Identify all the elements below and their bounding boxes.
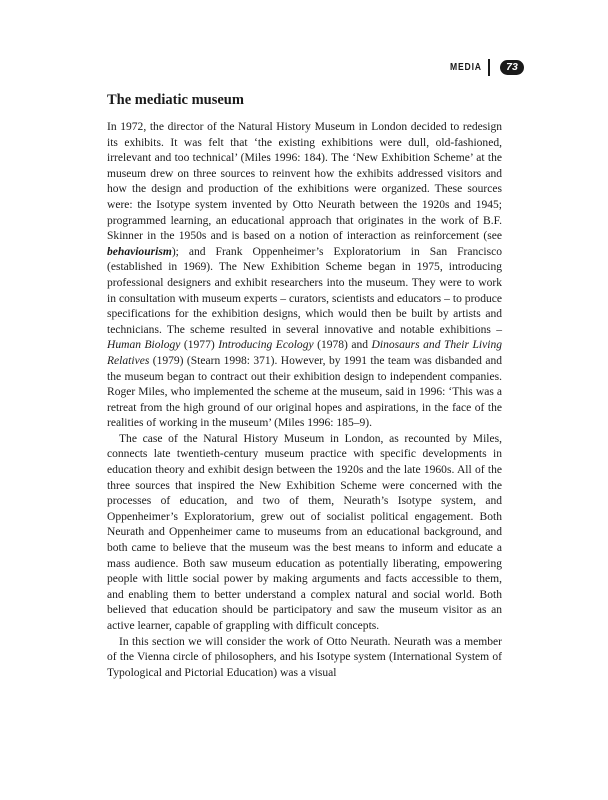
text-run: In 1972, the director of the Natural History Museum in London decided to redesign its exhibits. It was felt that ‘the existing exhibitions were dull, old-fashioned, irrelevant and too technical’ (Miles 1996: 184). The ‘New Exhibition Scheme’ at the museum drew on three sources to reinvent how the exhibits addressed visitors and how the design and production of the exhibitions were organized. These sources were: the Isotype system invented by Otto Neurath between the 1920s and 1945; programmed learning, an educational approach that originates in the work of B.F. Skinner in the 1950s and is based on a notion of interaction as reinforcement (see: [107, 121, 502, 243]
emphasis-text: Dinosaurs and Their Living Relatives: [107, 339, 502, 367]
page-number: 73: [500, 60, 524, 75]
running-head-section: MEDIA: [450, 61, 482, 73]
text-run: In this section we will consider the work of Otto Neurath. Neurath was a member of the Vienna circle of philosophers, and his Isotype system (International System of Typological and Pictorial Education) was a visual: [107, 635, 502, 679]
paragraph-2: [107, 432, 502, 635]
text-run: ); and Frank Oppenheimer’s Exploratorium in San Francisco (established in 1969). The New Exhibition Scheme began in 1975, introducing professional designers and exhibit researchers into the museum. They were to work in consultation with museum experts – curators, scientists and educators – to produce specifications for the exhibition designs, which would then be built by artists and technicians. The scheme resulted in several innovative and notable exhibitions –: [107, 245, 502, 336]
text-run: (1978) and: [313, 339, 372, 352]
text-run: The case of the Natural History Museum in London, as recounted by Miles, connects late twentieth-century museum practice with specific developments in education theory and exhibit design between the 1920s and the late 1960s. All of the three sources that inspired the New Exhibition Scheme were concerned with the processes of education, and two of them, Neurath’s Isotype system, and Oppenheimer’s Exploratorium, grew out of socialist political engagement. Both Neurath and Oppenheimer came to museums from an educational background, and both came to believe that the museum was the best means to inform and educate a mass audience. Both saw museum education as potentially liberating, empowering people with little social power by making arguments and facts accessible to them, and enabling them to better understand a complex natural and social world. Both believed that education should be participatory and saw the museum visitor as an active learner, capable of grappling with difficult concepts.: [107, 432, 502, 632]
paragraph-3: [107, 635, 502, 682]
emphasis-text: behaviourism: [107, 245, 172, 258]
body-text: [107, 120, 502, 681]
text-run: (1977): [180, 339, 219, 352]
section-title: The mediatic museum: [107, 92, 244, 108]
header-divider: [488, 59, 490, 76]
emphasis-text: Introducing Ecology: [218, 339, 314, 352]
emphasis-text: Human Biology: [107, 339, 181, 352]
paragraph-1: [107, 120, 502, 432]
text-run: (1979) (Stearn 1998: 371). However, by 1991 the team was disbanded and the museum began to contract out their exhibition design to independent companies. Roger Miles, who implemented the scheme at the museum, said in 1996: ‘This was a retreat from the high ground of our original hopes and aspirations, in the face of the realities of working in the museum’ (Miles 1996: 185–9).: [107, 354, 502, 430]
running-head: [443, 58, 524, 76]
